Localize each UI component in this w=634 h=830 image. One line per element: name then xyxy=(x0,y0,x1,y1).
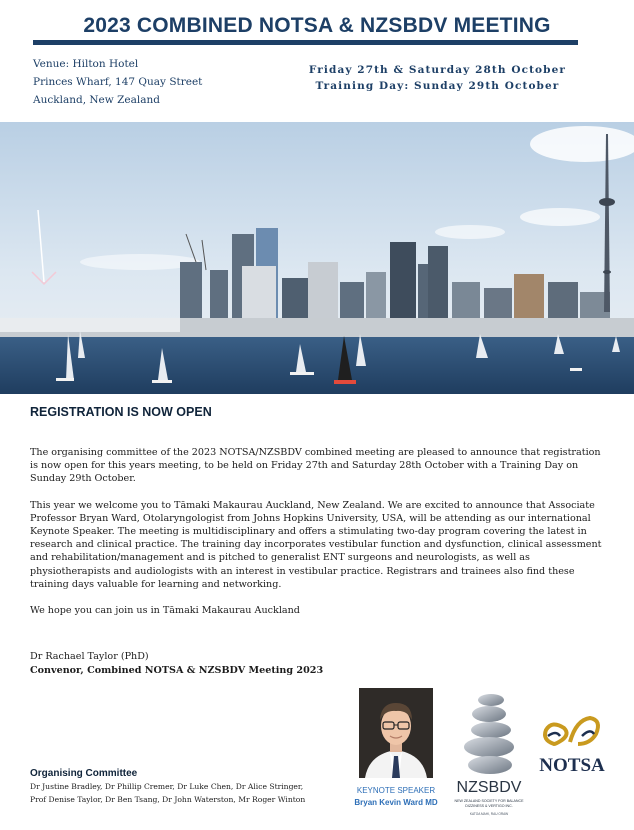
notsa-logo xyxy=(532,714,612,776)
auckland-skyline-photo xyxy=(0,122,634,394)
keynote-caption xyxy=(347,785,445,808)
signature-block xyxy=(30,650,323,678)
committee-members-line-2: Prof Denise Taylor, Dr Ben Tsang, Dr John Waterston, Mr Roger Winton xyxy=(30,794,306,804)
page-title: 2023 COMBINED NOTSA & NZSBDV MEETING xyxy=(83,14,551,37)
keynote-label: KEYNOTE SPEAKER xyxy=(356,786,436,795)
keynote-name: Bryan Kevin Ward MD xyxy=(354,797,438,807)
nzsbdv-tagline-1: NEW ZEALAND SOCIETY FOR BALANCE xyxy=(454,799,524,803)
nzsbdv-wordmark: NZSBDV xyxy=(456,779,522,796)
announcement-body xyxy=(30,446,604,630)
nzsbdv-tagline-3: KATOA MAHI, RAU ORAW xyxy=(469,812,509,816)
committee-heading: Organising Committee xyxy=(30,768,138,779)
nzsbdv-logo xyxy=(447,692,531,820)
venue-line-3: Auckland, New Zealand xyxy=(33,94,160,106)
paragraph-intro: The organising committee of the 2023 NOTSA/NZSBDV combined meeting are pleased to announce that registration is now open for this years meeting, to be held on Friday 27th and Saturday 28th October with a Training Day on Sunday 29th October. xyxy=(30,447,601,485)
nzsbdv-tagline-2: DIZZINESS & VERTIGO INC. xyxy=(465,804,513,808)
notsa-wordmark: NOTSA xyxy=(539,755,605,776)
title-divider xyxy=(33,40,578,45)
committee-members-line-1: Dr Justine Bradley, Dr Phillip Cremer, Dr Luke Chen, Dr Alice Stringer, xyxy=(30,782,304,791)
venue-line-1: Venue: Hilton Hotel xyxy=(33,58,139,70)
venue-block xyxy=(33,55,202,109)
venue-line-2: Princes Wharf, 147 Quay Street xyxy=(33,76,203,88)
paragraph-welcome: This year we welcome you to Tāmaki Makaurau Auckland, New Zealand. We are excited to announce that Associate Professor Bryan Ward, Otolaryngologist from Johns Hopkins University, USA, will be attending as our international Keynote Speaker. The meeting is multidisciplinary and offers a stimulating two-day program covering the latest in research and clinical practice. The training day incorporates vestibular function and dysfunction, clinical assessment and rehabilitation/management and is pitched to generalist ENT surgeons and neurologists, as well as physiotherapists and audiologists with an interest in vestibular practice. Registrars and trainees also find these training days valuable for learning and networking. xyxy=(30,499,602,590)
meeting-dates: Friday 27th & Saturday 28th October xyxy=(308,64,566,76)
signature-role: Convenor, Combined NOTSA & NZSBDV Meeting 2023 xyxy=(30,665,324,676)
organising-committee xyxy=(30,768,350,806)
training-day-date: Training Day: Sunday 29th October xyxy=(315,80,560,92)
keynote-speaker-photo xyxy=(359,688,433,778)
dates-block xyxy=(309,62,566,94)
signature-name: Dr Rachael Taylor (PhD) xyxy=(30,651,149,662)
registration-heading: REGISTRATION IS NOW OPEN xyxy=(30,405,212,419)
paragraph-closing: We hope you can join us in Tāmaki Makaurau Auckland xyxy=(30,605,300,617)
